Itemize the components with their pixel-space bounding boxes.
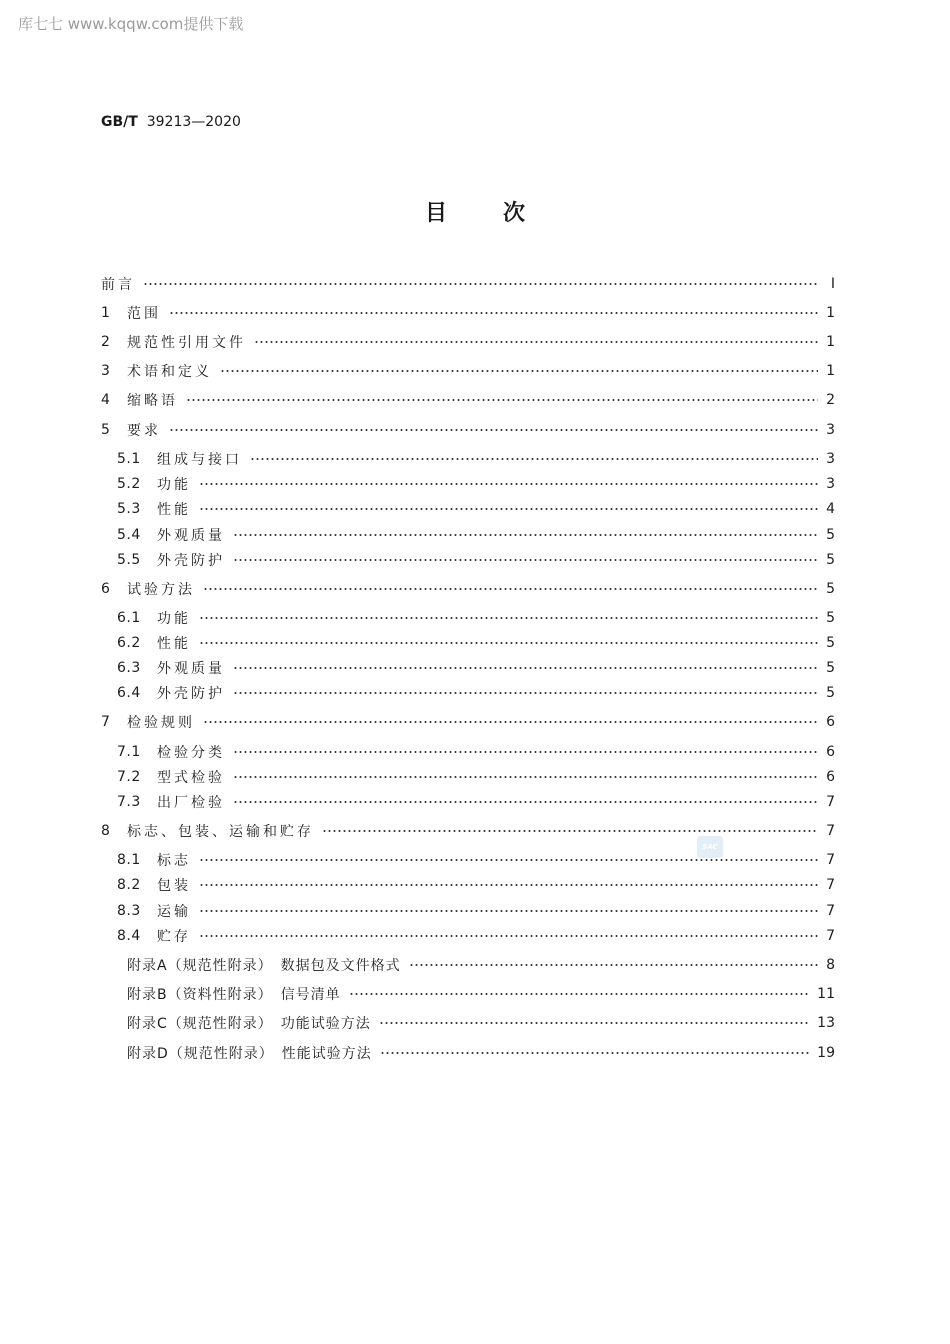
- toc-entry-page: 5: [826, 610, 835, 626]
- toc-entry-number: 7.1: [117, 744, 141, 760]
- toc-entry-number: 5.3: [117, 501, 141, 517]
- toc-entry-label: 标志: [157, 853, 191, 869]
- toc-entry-label: 组成与接口: [157, 452, 242, 468]
- toc-leader-dots: [254, 341, 818, 343]
- toc-entry[interactable]: [101, 1013, 835, 1033]
- toc-entry-page: 6: [826, 769, 835, 785]
- sac-stamp: SAC: [697, 836, 723, 858]
- toc-entry-label: 附录D（规范性附录） 性能试验方法: [127, 1046, 372, 1062]
- toc-entry[interactable]: [101, 420, 835, 440]
- toc-entry[interactable]: [117, 850, 835, 870]
- toc-entry-label: 附录C（规范性附录） 功能试验方法: [127, 1016, 371, 1032]
- toc-entry[interactable]: [117, 633, 835, 653]
- toc-leader-dots: [233, 559, 818, 561]
- toc-entry-page: 6: [826, 714, 835, 730]
- toc-entry[interactable]: [117, 474, 835, 494]
- toc-entry-number: 6.1: [117, 610, 141, 626]
- toc-entry-label: 标志、包装、运输和贮存: [127, 824, 314, 840]
- toc-entry[interactable]: [101, 984, 835, 1004]
- toc-entry[interactable]: [117, 742, 835, 762]
- toc-entry-page: 8: [826, 957, 835, 973]
- toc-entry[interactable]: [101, 955, 835, 975]
- title-char-2: 次: [503, 201, 526, 226]
- toc-entry-page: 11: [817, 986, 835, 1002]
- toc-entry[interactable]: [101, 332, 835, 352]
- toc-leader-dots: [233, 776, 818, 778]
- toc-entry-label: 附录B（资料性附录） 信号清单: [127, 987, 341, 1003]
- toc-entry-number: 7: [101, 714, 111, 730]
- toc-entry[interactable]: [117, 608, 835, 628]
- toc-entry[interactable]: [101, 361, 835, 381]
- toc-leader-dots: [233, 534, 818, 536]
- toc-entry-page: I: [830, 276, 835, 292]
- toc-leader-dots: [199, 508, 818, 510]
- toc-entry-label: 检验分类: [157, 745, 225, 761]
- toc-entry-number: 1: [101, 305, 111, 321]
- toc-leader-dots: [203, 721, 818, 723]
- toc-entry-number: 6.3: [117, 660, 141, 676]
- toc-entry[interactable]: [101, 712, 835, 732]
- toc-leader-dots: [233, 751, 818, 753]
- toc-leader-dots: [199, 642, 818, 644]
- toc-entry-page: 5: [826, 685, 835, 701]
- toc-entry-number: 7.2: [117, 769, 141, 785]
- toc-entry-number: 5.2: [117, 476, 141, 492]
- toc-entry-page: 7: [826, 877, 835, 893]
- toc-entry-number: 6.4: [117, 685, 141, 701]
- toc-entry-number: 8.3: [117, 903, 141, 919]
- title-char-1: 目: [424, 201, 447, 226]
- toc-leader-dots: [199, 910, 818, 912]
- toc-leader-dots: [250, 458, 818, 460]
- toc-entry[interactable]: [101, 821, 835, 841]
- toc-entry-number: 4: [101, 392, 111, 408]
- toc-entry-page: 6: [826, 744, 835, 760]
- toc-entry-page: 5: [826, 527, 835, 543]
- toc-entry-label: 前言: [101, 277, 135, 293]
- toc-entry-number: 5.4: [117, 527, 141, 543]
- toc-entry-number: 7.3: [117, 794, 141, 810]
- toc-entry-label: 贮存: [157, 929, 191, 945]
- toc-leader-dots: [203, 588, 818, 590]
- toc-leader-dots: [409, 964, 819, 966]
- toc-entry[interactable]: [101, 390, 835, 410]
- standard-prefix: GB/T: [101, 114, 138, 130]
- toc-entry-page: 5: [826, 552, 835, 568]
- toc-entry-page: 1: [826, 363, 835, 379]
- toc-entry-label: 外观质量: [157, 528, 225, 544]
- toc-entry-number: 5: [101, 422, 111, 438]
- toc-entry-page: 7: [826, 852, 835, 868]
- toc-entry-number: 3: [101, 363, 111, 379]
- toc-leader-dots: [322, 830, 818, 832]
- toc-leader-dots: [233, 801, 818, 803]
- toc-entry-label: 性能: [157, 636, 191, 652]
- toc-leader-dots: [233, 667, 818, 669]
- toc-entry-label: 出厂检验: [157, 795, 225, 811]
- toc-leader-dots: [199, 859, 818, 861]
- toc-entry-page: 5: [826, 581, 835, 597]
- toc-entry-page: 3: [826, 451, 835, 467]
- toc-entry-label: 检验规则: [127, 715, 195, 731]
- toc-entry[interactable]: [117, 550, 835, 570]
- toc-leader-dots: [220, 370, 818, 372]
- toc-entry-label: 范围: [127, 306, 161, 322]
- toc-entry-page: 3: [826, 476, 835, 492]
- toc-entry[interactable]: [117, 683, 835, 703]
- toc-entry-label: 规范性引用文件: [127, 335, 246, 351]
- toc-leader-dots: [233, 692, 818, 694]
- toc-entry-page: 19: [817, 1045, 835, 1061]
- toc-entry-page: 7: [826, 903, 835, 919]
- toc-entry[interactable]: [117, 875, 835, 895]
- toc-entry-page: 1: [826, 305, 835, 321]
- toc-entry-page: 1: [826, 334, 835, 350]
- toc-entry-page: 5: [826, 635, 835, 651]
- toc-entry-number: 5.5: [117, 552, 141, 568]
- download-watermark: 库七七 www.kqqw.com提供下载: [18, 15, 244, 33]
- toc-entry-label: 术语和定义: [127, 364, 212, 380]
- toc-entry-number: 8.2: [117, 877, 141, 893]
- toc-entry[interactable]: [117, 499, 835, 519]
- toc-entry-page: 7: [826, 794, 835, 810]
- toc-entry-label: 性能: [157, 502, 191, 518]
- toc-entry-number: 6.2: [117, 635, 141, 651]
- toc-entry-label: 缩略语: [127, 393, 178, 409]
- standard-number: 39213—2020: [146, 114, 241, 130]
- toc-leader-dots: [169, 429, 818, 431]
- toc-leader-dots: [349, 993, 810, 995]
- toc-entry[interactable]: [101, 1043, 835, 1063]
- toc-leader-dots: [199, 884, 818, 886]
- toc-entry-label: 外壳防护: [157, 553, 225, 569]
- toc-entry[interactable]: [101, 579, 835, 599]
- toc-entry-label: 型式检验: [157, 770, 225, 786]
- toc-leader-dots: [186, 399, 818, 401]
- toc-leader-dots: [380, 1052, 809, 1054]
- toc-entry[interactable]: [117, 449, 835, 469]
- toc-entry-page: 4: [826, 501, 835, 517]
- toc-entry-number: 8: [101, 823, 111, 839]
- toc-entry-number: 2: [101, 334, 111, 350]
- toc-entry[interactable]: [117, 658, 835, 678]
- toc-entry-label: 外观质量: [157, 661, 225, 677]
- toc-entry-label: 附录A（规范性附录） 数据包及文件格式: [127, 958, 401, 974]
- toc-entry-number: 8.4: [117, 928, 141, 944]
- toc-entry-page: 7: [826, 928, 835, 944]
- toc-leader-dots: [169, 312, 818, 314]
- toc-entry-label: 功能: [157, 477, 191, 493]
- toc-entry[interactable]: [101, 274, 835, 294]
- toc-leader-dots: [199, 935, 818, 937]
- toc-entry[interactable]: [101, 303, 835, 323]
- toc-entry-label: 外壳防护: [157, 686, 225, 702]
- toc-entry[interactable]: [117, 926, 835, 946]
- toc-entry[interactable]: [117, 901, 835, 921]
- toc-entry-label: 运输: [157, 904, 191, 920]
- toc-entry-page: 13: [817, 1015, 835, 1031]
- toc-entry-page: 7: [826, 823, 835, 839]
- toc-entry-number: 6: [101, 581, 111, 597]
- toc-entry[interactable]: [117, 767, 835, 787]
- toc-entry-label: 功能: [157, 611, 191, 627]
- toc-entry-label: 包装: [157, 878, 191, 894]
- toc-entry[interactable]: [117, 525, 835, 545]
- toc-leader-dots: [199, 617, 818, 619]
- toc-leader-dots: [143, 283, 819, 285]
- toc-entry[interactable]: [117, 792, 835, 812]
- toc-leader-dots: [379, 1022, 809, 1024]
- toc-entry-number: 8.1: [117, 852, 141, 868]
- toc-entry-number: 5.1: [117, 451, 141, 467]
- toc-entry-page: 3: [826, 422, 835, 438]
- toc-leader-dots: [199, 483, 818, 485]
- toc-entry-page: 5: [826, 660, 835, 676]
- toc-entry-label: 试验方法: [127, 582, 195, 598]
- toc-entry-label: 要求: [127, 423, 161, 439]
- toc-entry-page: 2: [826, 392, 835, 408]
